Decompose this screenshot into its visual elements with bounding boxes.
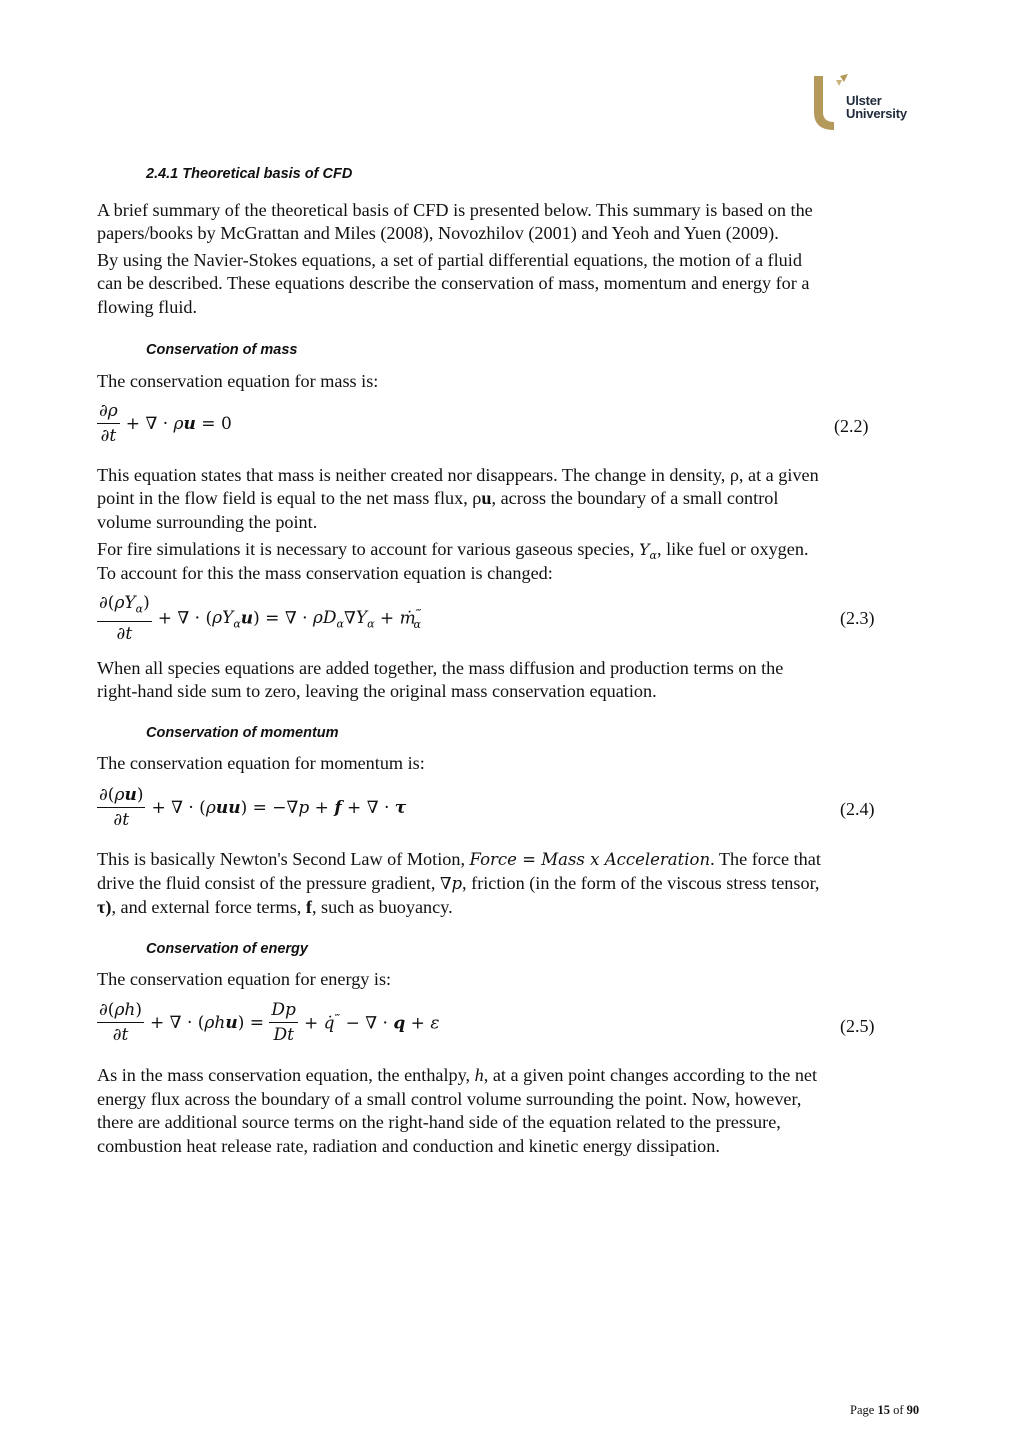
equation-number-2-3: (2.3) <box>840 608 875 628</box>
momentum-heading: Conservation of momentum <box>146 725 339 741</box>
energy-p-line-1: As in the mass conservation equation, the enthalpy, h, at a given point changes according to the net <box>97 1065 818 1085</box>
mass-p1-line-1: This equation states that mass is neither created nor disappears. The change in density, ρ, at a given <box>97 465 819 485</box>
equation-number-2-2: (2.2) <box>834 416 869 436</box>
equation-number-2-5: (2.5) <box>840 1016 875 1036</box>
equation-2-5: $\frac{\partial(\rho h)}{\partial t}$ + ∇ · (ρhu) = $\frac{Dp}{Dt}$ + q̇‴ − ∇ · q + ε <box>99 1000 440 1045</box>
logo-text <box>846 94 907 120</box>
equation-2-4: $\frac{\partial(\rho u)}{\partial t}$ + ∇ · (ρuu) = −∇p + f + ∇ · τ <box>99 785 407 830</box>
logo-u-mark-icon <box>810 72 850 134</box>
mass-p2-line-2: To account for this the mass conservation equation is changed: <box>97 563 553 583</box>
intro-line-3: By using the Navier-Stokes equations, a set of partial differential equations, the motion of a fluid <box>97 250 802 270</box>
momentum-p-line-2: drive the fluid consist of the pressure gradient, ∇p, friction (in the form of the viscous stress tensor, <box>97 873 820 893</box>
equation-number-2-4: (2.4) <box>840 799 875 819</box>
mass-heading: Conservation of mass <box>146 342 298 358</box>
intro-line-4: can be described. These equations describe the conservation of mass, momentum and energy for a <box>97 273 810 293</box>
university-logo <box>810 72 920 134</box>
intro-line-2: papers/books by McGrattan and Miles (2008), Novozhilov (2001) and Yeoh and Yuen (2009). <box>97 223 779 243</box>
mass-p3-line-2: right-hand side sum to zero, leaving the original mass conservation equation. <box>97 681 657 701</box>
momentum-p-line-3: τ), and external force terms, f, such as buoyancy. <box>97 897 453 917</box>
logo-line1: Ulster <box>846 93 882 108</box>
equation-2-3: $\frac{\partial(\rho Y_\alpha)}{\partial t}$ + ∇ · $(\rho Y_\alpha u)$ = ∇ · $\rho D_\alpha\nabla Y_\alpha$ + ṁ‴$_\alpha$ <box>99 593 422 645</box>
energy-p-line-2: energy flux across the boundary of a small control volume surrounding the point. Now, however, <box>97 1089 802 1109</box>
logo-line2: University <box>846 106 907 121</box>
energy-heading: Conservation of energy <box>146 941 308 957</box>
mass-p1-line-3: volume surrounding the point. <box>97 512 318 532</box>
page-footer <box>850 1403 919 1418</box>
intro-line-1: A brief summary of the theoretical basis of CFD is presented below. This summary is based on the <box>97 200 813 220</box>
of-label: of <box>893 1403 904 1417</box>
energy-lead: The conservation equation for energy is: <box>97 969 392 989</box>
energy-p-line-3: there are additional source terms on the right-hand side of the equation related to the pressure, <box>97 1112 781 1132</box>
mass-p2-line-1: For fire simulations it is necessary to account for various gaseous species, $Y_\alpha$, like fuel or oxygen. <box>97 539 809 563</box>
section-heading: 2.4.1 Theoretical basis of CFD <box>146 166 353 182</box>
energy-p-line-4: combustion heat release rate, radiation and conduction and kinetic energy dissipation. <box>97 1136 720 1156</box>
page-number: 15 <box>877 1403 890 1417</box>
momentum-p-line-1: This is basically Newton's Second Law of Motion, Force = Mass x Acceleration. The force that <box>97 849 821 869</box>
intro-line-5: flowing fluid. <box>97 297 198 317</box>
mass-p3-line-1: When all species equations are added together, the mass diffusion and production terms on the <box>97 658 784 678</box>
page-total: 90 <box>906 1403 920 1417</box>
mass-p1-line-2: point in the flow field is equal to the net mass flux, ρu, across the boundary of a small control <box>97 488 779 508</box>
momentum-lead: The conservation equation for momentum is: <box>97 753 425 773</box>
mass-lead: The conservation equation for mass is: <box>97 371 379 391</box>
page-label: Page <box>850 1403 875 1417</box>
equation-2-2: $\frac{\partial\rho}{\partial t}$ + ∇ · ρu = 0 <box>99 401 232 446</box>
